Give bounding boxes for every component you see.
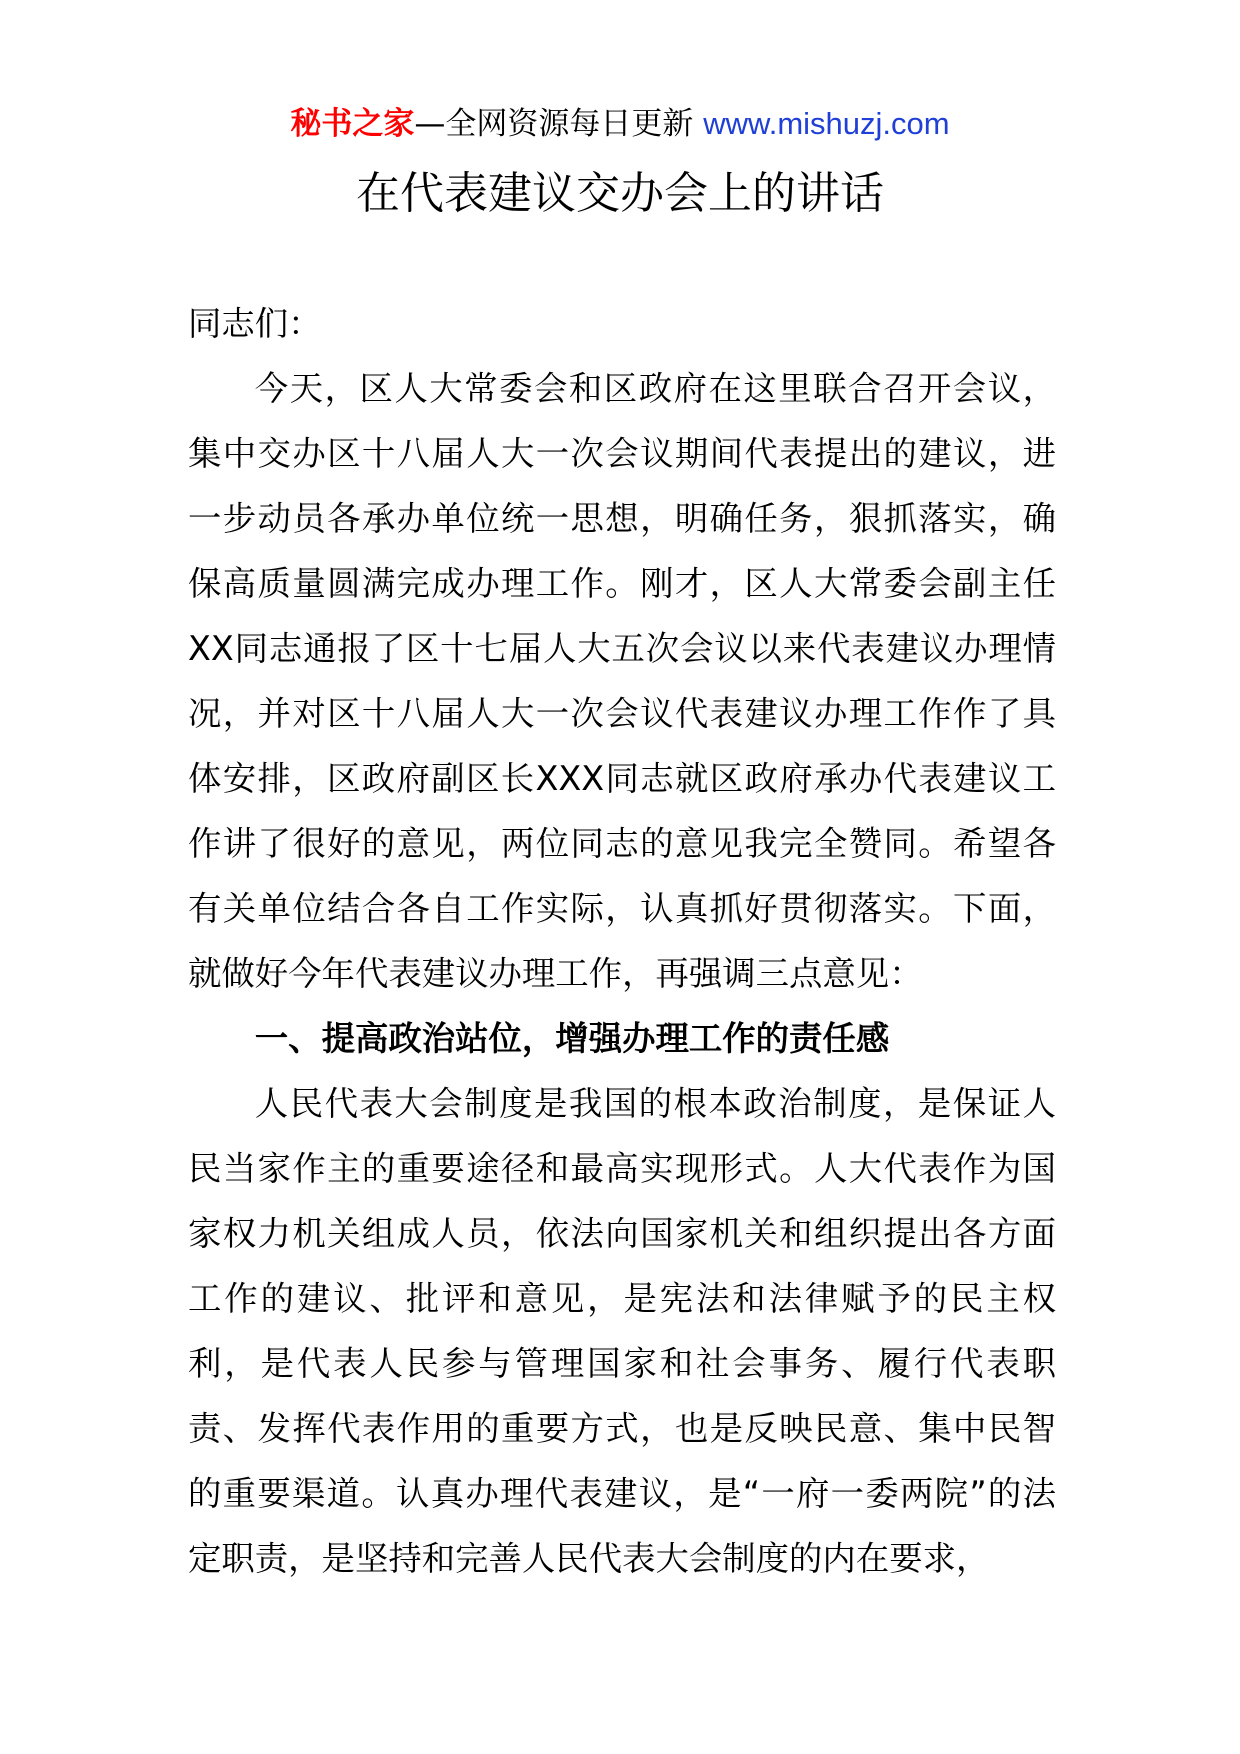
section-heading: 一、提高政治站位，增强办理工作的责任感 [254, 1019, 890, 1058]
header-dash: — [414, 106, 446, 142]
document-body [188, 291, 1056, 1591]
site-name: 秘书之家 [290, 106, 415, 142]
document-title: 在代表建议交办会上的讲话 [356, 168, 884, 219]
site-url-link[interactable]: www.mishuzj.com [703, 106, 950, 141]
salutation: 同志们： [188, 304, 322, 343]
section-paragraph: 人民代表大会制度是我国的根本政治制度，是保证人民当家作主的重要途径和最高实现形式。人大代表作为国家权力机关组成人员，依法向国家机关和组织提出各方面工作的建议、批评和意见，是宪法和法律赋予的民主权利，是代表人民参与管理国家和社会事务、履行代表职责、发挥代表作用的重要方式，也是反映民意、集中民智的重要渠道。认真办理代表建议，是“一府一委两院”的法定职责，是坚持和完善人民代表大会制度的内在要求， [188, 1084, 1056, 1578]
body-paragraph: 今天，区人大常委会和区政府在这里联合召开会议，集中交办区十八届人大一次会议期间代表提出的建议，进一步动员各承办单位统一思想，明确任务，狠抓落实，确保高质量圆满完成办理工作。刚才，区人大常委会副主任XX同志通报了区十七届人大五次会议以来代表建议办理情况，并对区十八届人大一次会议代表建议办理工作作了具体安排，区政府副区长XXX同志就区政府承办代表建议工作讲了很好的意见，两位同志的意见我完全赞同。希望各有关单位结合各自工作实际，认真抓好贯彻落实。下面，就做好今年代表建议办理工作，再强调三点意见： [188, 369, 1056, 993]
site-tagline: 全网资源每日更新 [445, 106, 694, 142]
site-header [0, 100, 1240, 148]
